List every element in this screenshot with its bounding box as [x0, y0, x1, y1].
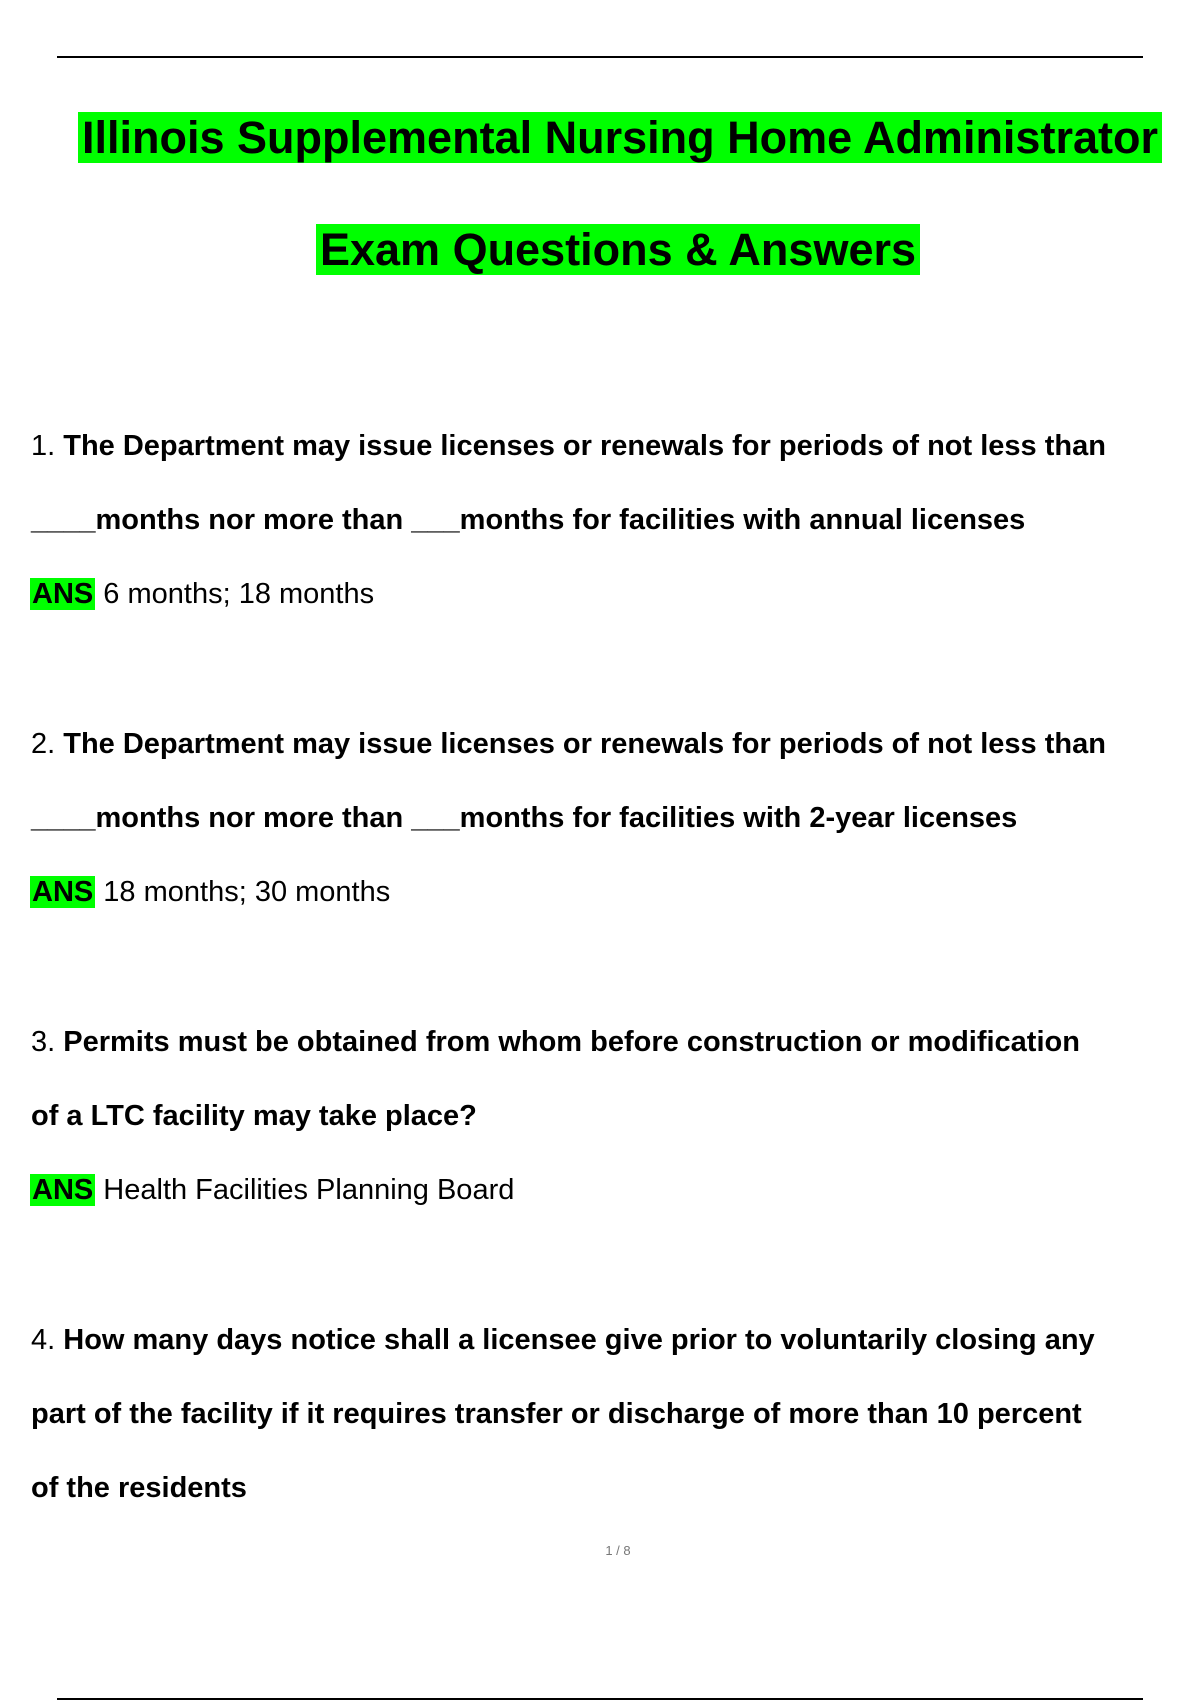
- document-title-line-1: Illinois Supplemental Nursing Home Administrator: [20, 110, 1200, 166]
- answer-tag: ANS: [32, 876, 94, 908]
- question-number: 3.: [31, 1026, 56, 1058]
- answer-tag: ANS: [32, 578, 94, 610]
- answer-text: 6 months; 18 months: [103, 578, 375, 610]
- question-1-line-2: [31, 500, 1025, 540]
- top-divider: [57, 56, 1143, 58]
- question-number: 4.: [31, 1324, 56, 1356]
- question-text: ____months nor more than ___months for facilities with annual licenses: [31, 504, 1026, 536]
- page-indicator: 1 / 8: [605, 1543, 631, 1558]
- question-2-line-1: [31, 724, 1106, 764]
- question-text: The Department may issue licenses or renewals for periods of not less than: [63, 728, 1106, 760]
- answer-2: [30, 872, 390, 912]
- document-title-line-2: Exam Questions & Answers: [18, 222, 1200, 278]
- question-3-line-2: [31, 1096, 477, 1136]
- answer-1: [30, 574, 374, 614]
- answer-3: [30, 1170, 514, 1210]
- answer-text: Health Facilities Planning Board: [103, 1174, 515, 1206]
- question-4-line-2: [31, 1394, 1082, 1434]
- question-4-line-3: [31, 1468, 247, 1508]
- question-text: ____months nor more than ___months for facilities with 2-year licenses: [31, 802, 1018, 834]
- question-text: Permits must be obtained from whom before construction or modification: [63, 1026, 1080, 1058]
- answer-text: 18 months; 30 months: [103, 876, 391, 908]
- question-text: part of the facility if it requires transfer or discharge of more than 10 percent: [31, 1398, 1082, 1430]
- question-number: 2.: [31, 728, 56, 760]
- question-number: 1.: [31, 430, 56, 462]
- question-text: of a LTC facility may take place?: [31, 1100, 477, 1132]
- question-text: The Department may issue licenses or renewals for periods of not less than: [63, 430, 1106, 462]
- question-text: of the residents: [31, 1472, 247, 1504]
- answer-tag: ANS: [32, 1174, 94, 1206]
- question-text: How many days notice shall a licensee give prior to voluntarily closing any: [63, 1324, 1095, 1356]
- question-4-line-1: [31, 1320, 1095, 1360]
- question-1-line-1: [31, 426, 1106, 466]
- question-3-line-1: [31, 1022, 1080, 1062]
- question-2-line-2: [31, 798, 1017, 838]
